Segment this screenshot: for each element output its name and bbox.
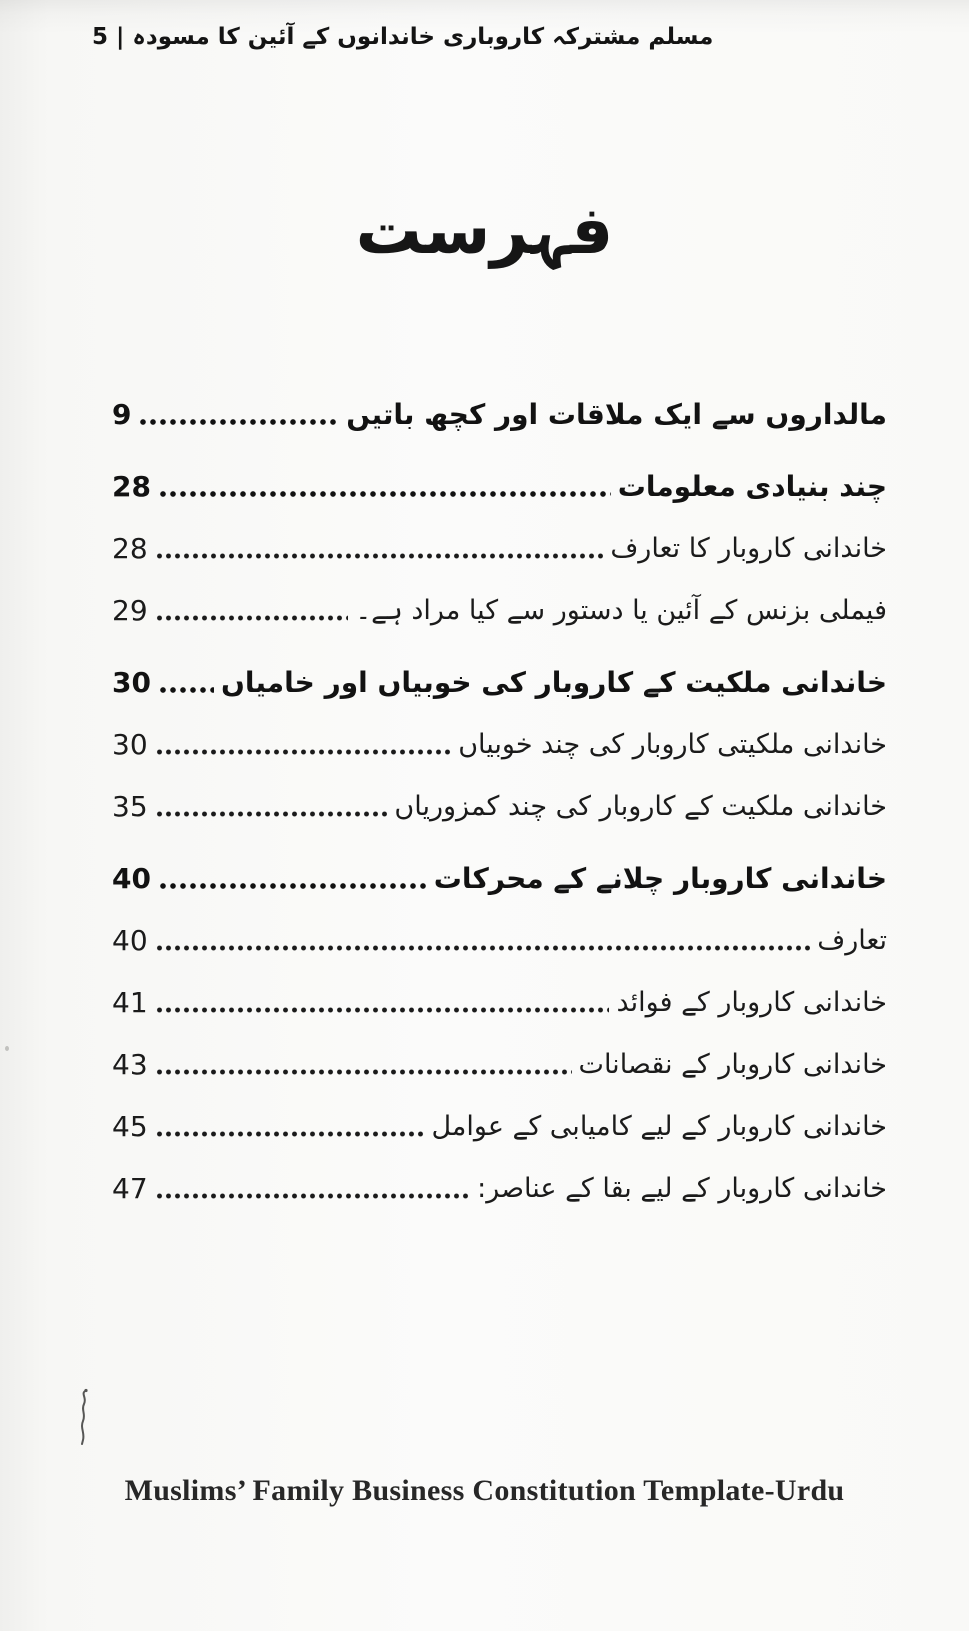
toc-entry-title: خاندانی ملکیت کے کاروبار کی خوبیاں اور خامیاں [220,666,887,699]
toc-entry-title: فیملی بزنس کے آئین یا دستور سے کیا مراد ہے۔ [355,595,887,626]
toc-page-number: 9 [112,398,132,431]
toc-list [112,398,887,1234]
toc-entry-title: خاندانی کاروبار چلانے کے محرکات [433,862,887,895]
toc-row [112,1110,887,1144]
running-header-title: مسلم مشترکہ کاروباری خاندانوں کے آئین کا مسودہ | 5 [92,24,714,50]
toc-heading: فہرست [355,192,614,269]
toc-entry-title: خاندانی کاروبار کے نقصانات [578,1049,887,1080]
dotted-leader [155,551,604,561]
dotted-leader [155,1067,572,1077]
toc-row [112,398,887,432]
toc-row [112,790,887,824]
toc-entry-title: خاندانی ملکیتی کاروبار کی چند خوبیاں [458,729,887,760]
running-header [92,24,713,50]
toc-page-number: 28 [112,532,148,565]
dotted-leader [138,417,339,427]
toc-page-number: 41 [112,986,148,1019]
toc-entry-title: خاندانی کاروبار کے لیے کامیابی کے عوامل [431,1111,887,1142]
dotted-leader [155,613,349,623]
toc-page-number: 40 [112,862,151,895]
toc-row [112,594,887,628]
toc-entry-title: چند بنیادی معلومات [617,470,887,503]
footer-title: Muslims’ Family Business Constitution Template-Urdu [124,1474,845,1507]
dotted-leader [155,1191,470,1201]
toc-row [112,666,887,700]
scan-speck [5,1046,9,1051]
toc-row [112,1172,887,1206]
dotted-leader [155,747,452,757]
toc-page-number: 45 [112,1110,148,1143]
dotted-leader [158,489,611,499]
dotted-leader [158,685,214,695]
toc-row [112,1048,887,1082]
toc-row [112,924,887,958]
toc-entry-title: خاندانی کاروبار کے لیے بقا کے عناصر: [477,1173,887,1204]
toc-entry-title: تعارف [817,925,887,956]
toc-entry-title: خاندانی ملکیت کے کاروبار کی چند کمزوریاں [394,791,887,822]
margin-ink-mark [76,1388,92,1446]
dotted-leader [155,1129,425,1139]
page-footer [0,1474,969,1508]
toc-entry-title: خاندانی کاروبار کے فوائد [616,987,887,1018]
toc-entry-title: خاندانی کاروبار کا تعارف [610,533,887,564]
toc-page-number: 35 [112,790,148,823]
dotted-leader [158,881,427,891]
dotted-leader [155,943,811,953]
toc-page-number: 28 [112,470,151,503]
toc-page-number: 30 [112,728,148,761]
toc-row [112,986,887,1020]
toc-row [112,728,887,762]
toc-row [112,862,887,896]
dotted-leader [155,1005,610,1015]
toc-entry-title: مالداروں سے ایک ملاقات اور کچھ باتیں [346,398,887,431]
toc-page-number: 29 [112,594,148,627]
toc-page-number: 30 [112,666,151,699]
toc-page-number: 47 [112,1172,148,1205]
toc-row [112,470,887,504]
toc-page-number: 43 [112,1048,148,1081]
toc-page-number: 40 [112,924,148,957]
toc-row [112,532,887,566]
dotted-leader [155,809,388,819]
